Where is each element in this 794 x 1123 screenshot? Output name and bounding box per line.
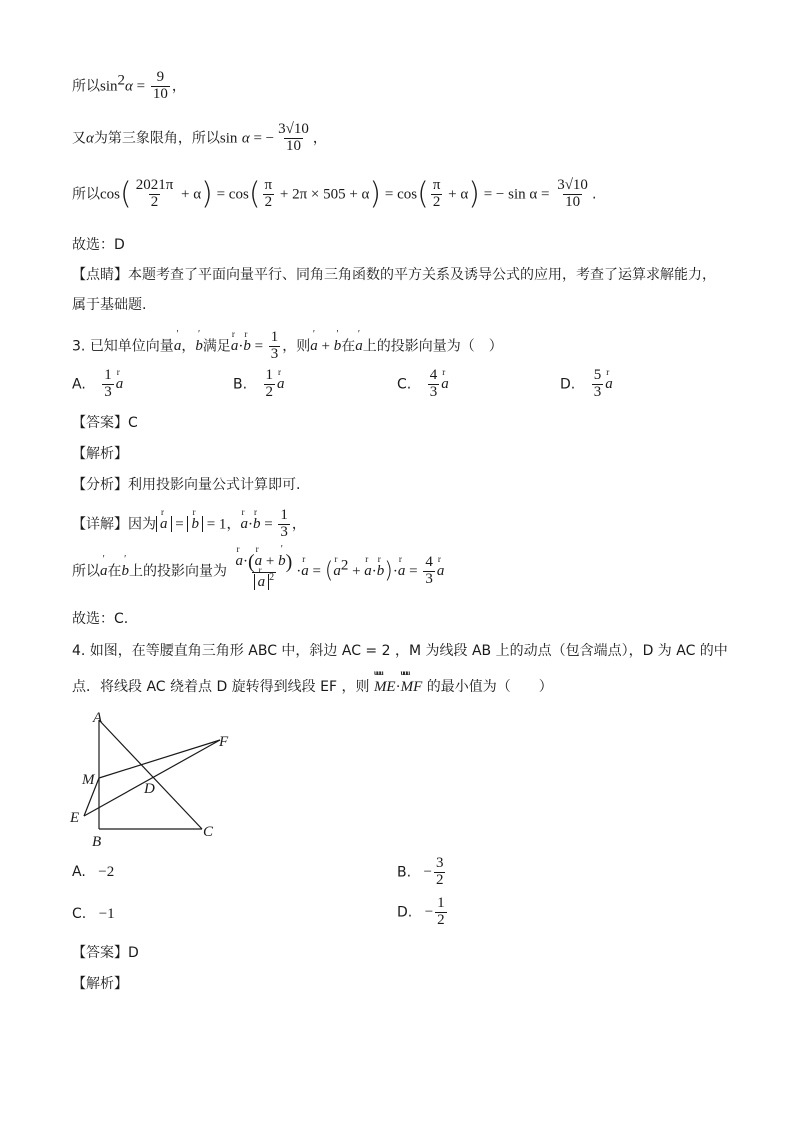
text: 所以 xyxy=(72,563,100,580)
denominator: 2 xyxy=(435,871,444,888)
text: 上的投影向量为 xyxy=(129,563,227,580)
option-d[interactable]: D. $\frac{5}{3}$ r a xyxy=(560,368,613,401)
vector-mf: uuu MF xyxy=(401,679,423,696)
denominator: 3 xyxy=(270,345,279,362)
fraction xyxy=(434,856,446,889)
text: 因为 xyxy=(128,516,156,533)
question-number: 3. xyxy=(72,338,86,355)
math: + xyxy=(317,338,334,355)
text: ， xyxy=(171,78,186,95)
denominator: 10 xyxy=(286,137,301,154)
fraction xyxy=(431,178,443,211)
math: ' b xyxy=(195,338,203,355)
denominator: 2 xyxy=(150,193,159,210)
numerator: 1 xyxy=(437,895,445,911)
text: 为第三象限角，所以 xyxy=(93,130,220,147)
answer-3 xyxy=(72,412,138,432)
denominator: 10 xyxy=(152,85,168,102)
math: = xyxy=(132,78,149,95)
math: · xyxy=(238,338,244,355)
triangle-figure xyxy=(62,706,242,856)
math: ' a xyxy=(174,338,182,355)
answer-tag: 【答案】 xyxy=(72,945,128,961)
fraction xyxy=(278,508,290,541)
label-b: B xyxy=(92,834,102,850)
numerator: 4 xyxy=(429,367,438,383)
side-ac xyxy=(99,720,202,829)
label-a: A xyxy=(93,710,103,726)
numerator: 1 xyxy=(280,507,288,523)
fraction xyxy=(555,178,590,211)
numerator: 1 xyxy=(270,329,279,345)
fraction xyxy=(269,330,281,363)
line-third-quadrant: 又α为第三象限角，所以sin α = − $\frac{3√10}{10}$ ， xyxy=(72,121,327,154)
option-label: B. xyxy=(397,864,412,881)
math: sin xyxy=(219,130,238,147)
option-label: C. xyxy=(72,906,87,922)
option-b[interactable]: B. $\frac{1}{2}$ r a xyxy=(233,368,285,401)
numerator: 2021π xyxy=(135,177,174,193)
math: = xyxy=(405,563,422,580)
line-sin2 xyxy=(72,70,186,103)
fraction xyxy=(102,368,114,401)
numerator: 5 xyxy=(593,367,602,383)
segment-mf xyxy=(99,740,220,778)
line-cos-chain: 所以cos( $\frac{2021\pi}{2}$ + α) = cos( $\frac{\pi}{2}$ + 2π × 505 + α) = cos( $\frac{\pi}{2}$ + α) = − sin α = $\frac{3√10}{10}$ . xyxy=(72,176,597,212)
label-d: D xyxy=(144,781,155,797)
option-a[interactable]: A. $\frac{1}{3}$ r a xyxy=(72,368,123,401)
fraction xyxy=(263,178,275,211)
segment-ef xyxy=(84,740,220,816)
text: 在 xyxy=(107,563,122,580)
math: cos xyxy=(100,186,120,203)
question-4-line-2: 点．将线段 AC 绕着点 D 旋转得到线段 EF ，则 uuu ME·uuu MF 的最小值为（ ） xyxy=(72,676,553,696)
numerator: 3√10 xyxy=(557,177,588,193)
math: α xyxy=(86,130,94,147)
fraction xyxy=(435,896,447,929)
numerator: 3√10 xyxy=(278,121,309,137)
fraction xyxy=(428,368,440,401)
label-f: F xyxy=(219,734,229,750)
math: = cos xyxy=(212,186,249,203)
line-answer-d: 故选：D xyxy=(72,237,125,253)
text: ， xyxy=(181,338,196,355)
denominator: 3 xyxy=(104,383,112,400)
denominator: 3 xyxy=(593,383,602,400)
label-e: E xyxy=(70,810,80,826)
projection-line: 所以' a在' b上的投影向量为 r a·(r a + ' b) r a $^2$ ·r a = (r $a^2 + r$ a·r b)·r a = $\frac{4}{3}$ r a xyxy=(72,552,444,591)
answer-value: C xyxy=(128,415,138,431)
fraction xyxy=(592,368,604,401)
option-sign: − xyxy=(423,864,432,881)
text: 点．将线段 AC 绕着点 D 旋转得到线段 EF ，则 xyxy=(72,679,374,695)
math: = xyxy=(250,338,267,355)
fraction xyxy=(134,178,176,211)
denominator: 10 xyxy=(565,193,581,210)
fraction xyxy=(423,555,435,588)
math: 2 xyxy=(269,572,275,583)
text: . xyxy=(591,186,597,203)
answer-4 xyxy=(72,942,139,962)
projection-fraction: r a·(r a + ' b) r a $^2$ xyxy=(233,552,294,591)
denominator: 2 xyxy=(264,193,273,210)
option-label: B. xyxy=(233,376,248,393)
math: + α xyxy=(177,186,202,203)
analysis-tag-3: 【解析】 xyxy=(72,446,128,462)
fenxi-3: 【分析】利用投影向量公式计算即可. xyxy=(72,477,301,493)
text: ， xyxy=(312,130,327,147)
option-value: −2 xyxy=(98,864,115,880)
detail-tag: 【详解】 xyxy=(72,516,128,533)
vector-me: uuu ME xyxy=(374,679,396,696)
denominator: 2 xyxy=(265,383,274,400)
option-label: D. xyxy=(397,904,413,921)
numerator: 9 xyxy=(156,69,165,85)
math: 2 xyxy=(117,72,126,89)
math: = xyxy=(260,516,277,533)
fraction xyxy=(264,368,276,401)
line-answer-c: 故选：C. xyxy=(72,611,129,627)
analysis-tag-4: 【解析】 xyxy=(72,976,128,992)
xiangjie-3: 【详解】因为r a = r b = 1，r a·r b = $\frac{1}{3}$ ， xyxy=(72,508,306,541)
denominator: 3 xyxy=(429,383,438,400)
option-label: A. xyxy=(72,376,86,393)
text: ， xyxy=(226,516,241,533)
dianjing-line-2: 属于基础题. xyxy=(72,297,147,313)
option-label: C. xyxy=(397,376,412,393)
math: = cos xyxy=(381,186,418,203)
denominator: 2 xyxy=(432,193,441,210)
math: + 2π × 505 + α xyxy=(276,186,370,203)
fraction xyxy=(276,122,311,155)
dianjing-line-1: 【点睛】本题考查了平面向量平行、同角三角函数的平方关系及诱导公式的应用，考查了运算求解能力， xyxy=(72,267,716,283)
math: = 1 xyxy=(202,516,227,533)
text: 所以 xyxy=(72,78,100,95)
text: ，则 xyxy=(282,338,311,355)
text: 的最小值为（ ） xyxy=(422,679,553,695)
denominator: 3 xyxy=(425,570,433,587)
numerator: 4 xyxy=(425,554,433,571)
math: = − sin α = xyxy=(479,186,554,203)
math: = − xyxy=(249,130,275,147)
option-c[interactable]: C. $\frac{4}{3}$ r a xyxy=(397,368,449,401)
numerator: π xyxy=(432,177,441,193)
text: 已知单位向量 xyxy=(89,338,174,355)
text: 在 xyxy=(341,338,356,355)
math: α xyxy=(125,78,133,95)
denominator: 3 xyxy=(280,523,288,540)
q4-option-c[interactable] xyxy=(72,906,115,923)
answer-value: D xyxy=(128,945,139,961)
numerator: 3 xyxy=(435,855,444,871)
option-label: D. xyxy=(560,376,576,393)
q4-option-a[interactable] xyxy=(72,864,114,881)
question-4-line-1: 4. 如图，在等腰直角三角形 ABC 中，斜边 AC = 2 ，M 为线段 AB 上的动点（包含端点），D 为 AC 的中 xyxy=(72,643,728,659)
math: = xyxy=(171,516,188,533)
text: 所以 xyxy=(72,186,100,203)
option-value: −1 xyxy=(98,906,115,922)
text: 上的投影向量为（ ） xyxy=(362,338,503,355)
math: sin xyxy=(100,78,118,95)
text: 满足 xyxy=(202,338,231,355)
option-sign: − xyxy=(424,904,434,921)
option-label: A. xyxy=(72,864,86,880)
question-3: 3. 已知单位向量' a，' b满足r a·r b = $\frac{1}{3}$ ，则' a + ' b在' a上的投影向量为（ ） xyxy=(72,330,503,363)
numerator: 1 xyxy=(265,367,274,383)
label-c: C xyxy=(203,824,214,840)
fraction xyxy=(151,70,170,103)
text: ， xyxy=(291,516,306,533)
numerator: π xyxy=(264,177,273,193)
q4-option-d[interactable] xyxy=(397,896,449,929)
answer-tag: 【答案】 xyxy=(72,415,128,431)
numerator: 1 xyxy=(104,367,112,383)
label-m: M xyxy=(82,772,95,788)
text: 又 xyxy=(72,130,86,147)
q4-option-b[interactable] xyxy=(397,856,447,889)
denominator: 2 xyxy=(437,911,445,928)
